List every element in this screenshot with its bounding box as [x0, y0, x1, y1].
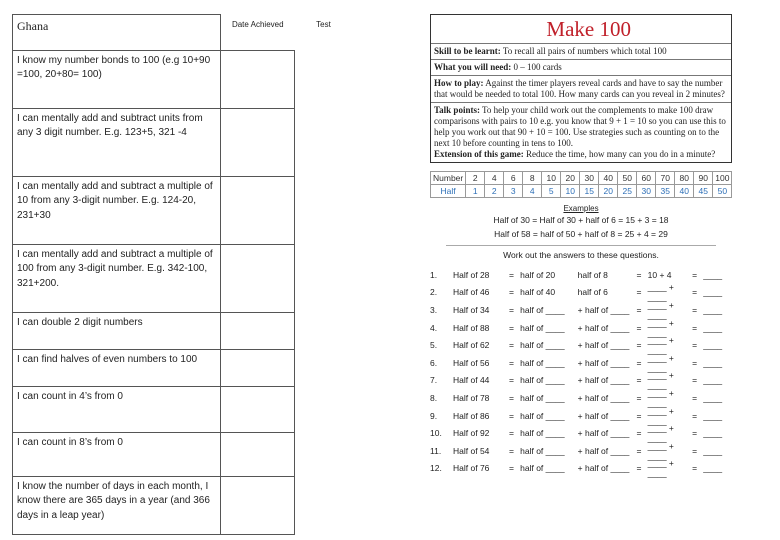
half-row-label: Half: [431, 185, 466, 198]
test-cell: [295, 108, 353, 176]
question-text: Half of 54: [453, 445, 490, 456]
question-row: [430, 266, 732, 284]
equals-sign: =: [636, 340, 642, 351]
half-cell: 30: [637, 185, 656, 198]
equals-sign: =: [509, 322, 514, 333]
half-cell: 4: [523, 185, 542, 198]
half-cell: 5: [542, 185, 561, 198]
question-row: [430, 460, 732, 478]
number-cell: 60: [637, 172, 656, 185]
question-text: Half of 76: [453, 463, 490, 474]
equals-sign: =: [636, 392, 642, 403]
test-cell: [295, 432, 353, 476]
objective-text: I can find halves of even numbers to 100: [13, 349, 221, 386]
date-achieved-header: Date Achieved: [231, 19, 284, 29]
sum-blanks: ____ + ____: [647, 317, 674, 338]
half-part-a: half of ____: [520, 428, 565, 439]
date-achieved-cell[interactable]: [221, 108, 295, 176]
half-part-b: + half of ____: [577, 340, 630, 351]
half-cell: 25: [618, 185, 637, 198]
date-achieved-cell[interactable]: [221, 476, 295, 534]
sum-blanks: ____ + ____: [647, 387, 674, 408]
equals-sign: =: [692, 357, 698, 368]
half-part-a: half of 40: [520, 287, 556, 298]
half-cell: 40: [675, 185, 694, 198]
equals-sign: =: [692, 392, 698, 403]
half-cell: 45: [694, 185, 713, 198]
equals-sign: =: [509, 357, 514, 368]
question-number: 3.: [430, 304, 438, 315]
half-part-b: + half of ____: [577, 375, 630, 386]
objective-text: I know the number of days in each month, I know there are 365 days in a year (and 366 days in a leap year): [13, 476, 221, 534]
equals-sign: =: [636, 304, 642, 315]
worksheet-heading: Make 100: [546, 17, 631, 41]
date-achieved-cell[interactable]: [221, 244, 295, 312]
half-part-b: + half of ____: [577, 410, 630, 421]
equals-sign: =: [509, 445, 514, 456]
equals-sign: =: [509, 269, 514, 280]
question-row: [430, 372, 732, 390]
question-text: Half of 28: [453, 269, 490, 280]
number-cell: 20: [561, 172, 580, 185]
date-achieved-cell[interactable]: [221, 50, 295, 108]
sum-blanks: ____ + ____: [647, 282, 674, 303]
objectives-checklist: [12, 14, 353, 535]
equals-sign: =: [636, 322, 642, 333]
half-cell: 20: [599, 185, 618, 198]
number-cell: 4: [485, 172, 504, 185]
talk-text: To help your child work out the complements to make 100 draw comparisons with pairs to 10 e.g. you know that 9 + 1 = 10 so you can use this to help you work out that 90 + 10 = 100. Use strategies such as counting on to the next 10 before counting in tens to 100.: [434, 105, 726, 148]
sum-blanks: ____ + ____: [647, 458, 674, 479]
make-100-worksheet: [430, 14, 732, 477]
half-part-a: half of ____: [520, 340, 565, 351]
question-number: 6.: [430, 357, 438, 368]
question-text: Half of 34: [453, 304, 490, 315]
half-part-b: + half of ____: [577, 445, 630, 456]
question-row: [430, 442, 732, 460]
test-cell: [295, 244, 353, 312]
equals-sign: =: [509, 287, 514, 298]
play-row: [431, 75, 731, 102]
question-text: Half of 88: [453, 322, 490, 333]
half-part-b: half of 6: [577, 287, 608, 298]
test-cell: [295, 176, 353, 244]
equals-sign: =: [636, 375, 642, 386]
sum-blanks: ____ + ____: [647, 370, 674, 391]
question-row: [430, 284, 732, 302]
extension-label: Extension of this game:: [434, 149, 524, 159]
half-part-a: half of ____: [520, 322, 565, 333]
half-part-a: half of ____: [520, 375, 565, 386]
equals-sign: =: [636, 269, 642, 280]
sum-blanks: ____ + ____: [647, 405, 674, 426]
question-text: Half of 78: [453, 392, 490, 403]
question-text: Half of 44: [453, 375, 490, 386]
number-cell: 70: [656, 172, 675, 185]
equals-sign: =: [509, 340, 514, 351]
sum-blanks: ____ + ____: [647, 440, 674, 461]
half-cell: 10: [561, 185, 580, 198]
test-header: Test: [316, 19, 331, 29]
test-cell: [295, 312, 353, 349]
equals-sign: =: [636, 463, 642, 474]
equals-sign: =: [636, 410, 642, 421]
objective-text: I can mentally add and subtract a multiple of 100 from any 3-digit number. E.g. 342-100, 321+200.: [13, 244, 221, 312]
example-line: Half of 58 = half of 50 + half of 8 = 25 + 4 = 29: [494, 229, 668, 239]
equals-sign: =: [692, 304, 698, 315]
skill-text: To recall all pairs of numbers which total 100: [500, 46, 667, 56]
half-part-a: half of ____: [520, 410, 565, 421]
answer-blank[interactable]: ____: [703, 428, 723, 439]
question-number: 1.: [430, 269, 438, 280]
checklist-row: [13, 476, 353, 534]
half-cell: 15: [580, 185, 599, 198]
equals-sign: =: [692, 269, 698, 280]
play-text: Against the timer players reveal cards and have to say the number that would be needed to total 100. How many cards can you reveal in 2 minutes?: [434, 78, 725, 99]
equals-sign: =: [692, 445, 698, 456]
half-part-a: half of ____: [520, 357, 565, 368]
objective-text: I can count in 8’s from 0: [13, 432, 221, 476]
objective-text: I can mentally add and subtract a multiple of 10 from any 3-digit number. E.g. 124-20, 231+30: [13, 176, 221, 244]
instructions-card: [430, 14, 732, 163]
answer-blank[interactable]: ____: [703, 392, 723, 403]
date-achieved-cell[interactable]: [221, 312, 295, 349]
answer-blank[interactable]: ____: [703, 287, 723, 298]
need-row: [431, 59, 731, 75]
answer-blank[interactable]: ____: [703, 269, 723, 280]
equals-sign: =: [509, 375, 514, 386]
question-row: [430, 354, 732, 372]
question-row: [430, 424, 732, 442]
checklist-row: [13, 432, 353, 476]
workout-title: Work out the answers to these questions.: [503, 250, 659, 260]
date-achieved-cell[interactable]: [221, 432, 295, 476]
objective-text: I know my number bonds to 100 (e.g 10+90 =100, 20+80= 100): [13, 50, 221, 108]
checklist-header-row: [13, 15, 353, 51]
objective-text: I can count in 4’s from 0: [13, 386, 221, 432]
skill-label: Skill to be learnt:: [434, 46, 501, 56]
question-number: 5.: [430, 340, 438, 351]
half-part-b: + half of ____: [577, 304, 630, 315]
talk-label: Talk points:: [434, 105, 480, 115]
question-number: 12.: [430, 463, 442, 474]
half-part-b: + half of ____: [577, 428, 630, 439]
answer-blank[interactable]: ____: [703, 445, 723, 456]
play-label: How to play:: [434, 78, 484, 88]
half-cell: 50: [713, 185, 732, 198]
sum-blanks: ____ + ____: [647, 335, 674, 356]
number-cell: 80: [675, 172, 694, 185]
checklist-row: [13, 244, 353, 312]
question-number: 9.: [430, 410, 438, 421]
question-number: 4.: [430, 322, 438, 333]
number-row-label: Number: [431, 172, 466, 185]
checklist-row: [13, 50, 353, 108]
date-achieved-cell[interactable]: [221, 176, 295, 244]
example-line: Half of 30 = Half of 30 + half of 6 = 15 + 3 = 18: [493, 215, 669, 225]
number-cell: 6: [504, 172, 523, 185]
half-part-a: half of ____: [520, 304, 565, 315]
test-cell: [295, 349, 353, 386]
answer-blank[interactable]: ____: [703, 322, 723, 333]
question-number: 11.: [430, 445, 442, 456]
need-label: What you will need:: [434, 62, 512, 72]
question-number: 8.: [430, 392, 438, 403]
equals-sign: =: [509, 304, 514, 315]
half-part-a: half of 20: [520, 269, 556, 280]
answer-blank[interactable]: ____: [703, 340, 723, 351]
question-row: [430, 407, 732, 425]
skill-row: [431, 43, 731, 59]
question-row: [430, 389, 732, 407]
equals-sign: =: [692, 463, 698, 474]
answer-blank[interactable]: ____: [703, 463, 723, 474]
objective-text: I can double 2 digit numbers: [13, 312, 221, 349]
equals-sign: =: [692, 340, 698, 351]
half-part-a: half of ____: [520, 445, 565, 456]
question-text: Half of 56: [453, 357, 490, 368]
divider: [446, 245, 716, 246]
checklist-row: [13, 108, 353, 176]
question-number: 10.: [430, 428, 442, 439]
checklist-row: [13, 312, 353, 349]
half-part-b: + half of ____: [577, 463, 630, 474]
answer-blank[interactable]: ____: [703, 357, 723, 368]
half-part-b: + half of ____: [577, 392, 630, 403]
sum-blanks: ____ + ____: [647, 299, 674, 320]
sum-blanks: 10 + 4: [647, 269, 672, 280]
question-text: Half of 86: [453, 410, 490, 421]
equals-sign: =: [509, 392, 514, 403]
number-cell: 10: [542, 172, 561, 185]
question-row: [430, 336, 732, 354]
equals-sign: =: [636, 287, 642, 298]
objective-text: I can mentally add and subtract units from any 3 digit number. E.g. 123+5, 321 -4: [13, 108, 221, 176]
number-cell: 90: [694, 172, 713, 185]
number-row: [431, 172, 732, 185]
test-cell: [295, 386, 353, 432]
talk-row: [431, 102, 731, 162]
equals-sign: =: [509, 463, 514, 474]
date-achieved-cell[interactable]: [221, 349, 295, 386]
equals-sign: =: [636, 357, 642, 368]
number-cell: 8: [523, 172, 542, 185]
half-part-b: + half of ____: [577, 357, 630, 368]
equals-sign: =: [692, 322, 698, 333]
half-cell: 35: [656, 185, 675, 198]
question-number: 7.: [430, 375, 438, 386]
half-part-a: half of ____: [520, 392, 565, 403]
question-text: Half of 92: [453, 428, 490, 439]
number-cell: 30: [580, 172, 599, 185]
checklist-row: [13, 176, 353, 244]
equals-sign: =: [692, 428, 698, 439]
half-part-b: half of 8: [577, 269, 608, 280]
question-text: Half of 62: [453, 340, 490, 351]
equals-sign: =: [509, 410, 514, 421]
equals-sign: =: [692, 287, 698, 298]
test-cell: [295, 476, 353, 534]
equals-sign: =: [692, 410, 698, 421]
answer-blank[interactable]: ____: [703, 375, 723, 386]
equals-sign: =: [509, 428, 514, 439]
sum-blanks: ____ + ____: [647, 352, 674, 373]
equals-sign: =: [692, 375, 698, 386]
question-row: [430, 319, 732, 337]
half-row: [431, 185, 732, 198]
half-cell: 1: [466, 185, 485, 198]
equals-sign: =: [636, 445, 642, 456]
checklist-row: [13, 386, 353, 432]
checklist-row: [13, 349, 353, 386]
number-cell: 40: [599, 172, 618, 185]
question-text: Half of 46: [453, 287, 490, 298]
checklist-title: Ghana: [13, 15, 221, 51]
extension-text: Reduce the time, how many can you do in a minute?: [523, 149, 716, 159]
number-cell: 50: [618, 172, 637, 185]
date-achieved-cell[interactable]: [221, 386, 295, 432]
question-list: [430, 266, 732, 477]
answer-blank[interactable]: ____: [703, 410, 723, 421]
test-cell: [295, 50, 353, 108]
half-cell: 2: [485, 185, 504, 198]
half-cell: 3: [504, 185, 523, 198]
question-row: [430, 301, 732, 319]
equals-sign: =: [636, 428, 642, 439]
half-part-b: + half of ____: [577, 322, 630, 333]
examples-title: Examples: [563, 204, 599, 213]
need-text: 0 – 100 cards: [511, 62, 562, 72]
number-cell: 100: [713, 172, 732, 185]
sum-blanks: ____ + ____: [647, 423, 674, 444]
halves-table: [430, 171, 732, 198]
number-cell: 2: [466, 172, 485, 185]
question-number: 2.: [430, 287, 438, 298]
half-part-a: half of ____: [520, 463, 565, 474]
answer-blank[interactable]: ____: [703, 304, 723, 315]
